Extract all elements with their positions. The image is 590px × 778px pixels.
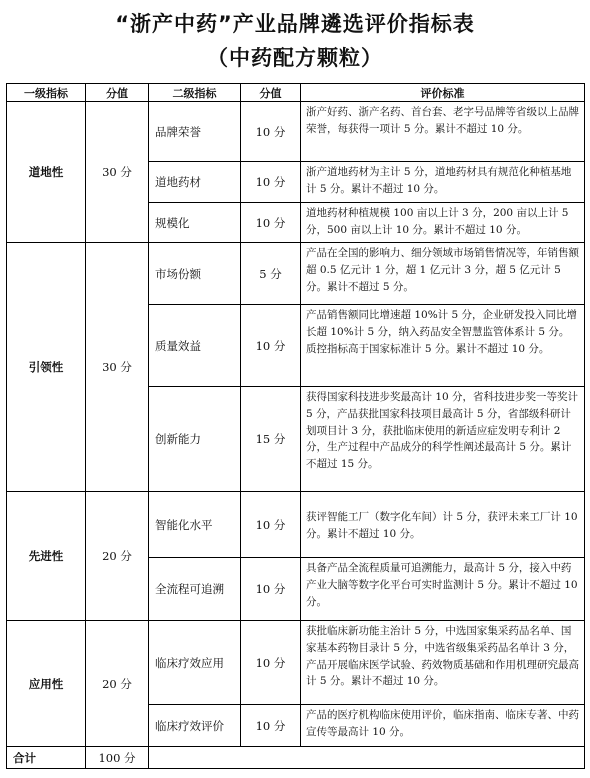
header-level2: 二级指标 xyxy=(149,84,241,102)
level1-score: 20 分 xyxy=(86,492,149,621)
level2-score: 10 分 xyxy=(241,621,301,705)
level2-name: 临床疗效评价 xyxy=(149,705,241,747)
level2-score: 10 分 xyxy=(241,705,301,747)
level2-name: 全流程可追溯 xyxy=(149,558,241,621)
level2-name: 智能化水平 xyxy=(149,492,241,558)
level1-name: 先进性 xyxy=(7,492,86,621)
level2-score: 10 分 xyxy=(241,305,301,387)
level1-score: 30 分 xyxy=(86,243,149,492)
table-header-row xyxy=(7,84,585,102)
table-row xyxy=(7,243,585,305)
total-score: 100 分 xyxy=(86,747,149,769)
level2-score: 10 分 xyxy=(241,558,301,621)
level1-name: 应用性 xyxy=(7,621,86,747)
level1-name: 道地性 xyxy=(7,102,86,243)
header-score1: 分值 xyxy=(86,84,149,102)
header-score2: 分值 xyxy=(241,84,301,102)
criteria-text: 获批临床新功能主治计 5 分，中选国家集采药品名单、国家基本药物目录计 5 分，中选省级集采药品名单计 3 分，产品开展临床医学试验、药效物质基础和作用机理研究最高计 5 分。累计不超过 10 分。 xyxy=(301,621,585,705)
level2-name: 临床疗效应用 xyxy=(149,621,241,705)
level2-score: 10 分 xyxy=(241,203,301,243)
criteria-text: 浙产好药、浙产名药、首台套、老字号品牌等省级以上品牌荣誉，每获得一项计 5 分。累计不超过 10 分。 xyxy=(301,102,585,162)
criteria-text: 产品销售额同比增速超 10%计 5 分，企业研发投入同比增长超 10%计 5 分，纳入药品安全智慧监管体系计 5 分。质控指标高于国家标准计 5 分。累计不超过 10 分。 xyxy=(301,305,585,387)
criteria-text: 道地药材种植规模 100 亩以上计 3 分，200 亩以上计 5 分，500 亩以上计 10 分。累计不超过 10 分。 xyxy=(301,203,585,243)
table-row xyxy=(7,492,585,558)
criteria-text: 浙产道地药材为主计 5 分，道地药材具有规范化种植基地计 5 分。累计不超过 10 分。 xyxy=(301,162,585,203)
level1-name: 引领性 xyxy=(7,243,86,492)
level2-score: 5 分 xyxy=(241,243,301,305)
level1-score: 30 分 xyxy=(86,102,149,243)
total-row xyxy=(7,747,585,769)
page-subtitle: （中药配方颗粒） xyxy=(207,46,383,70)
level2-name: 道地药材 xyxy=(149,162,241,203)
table-row xyxy=(7,621,585,705)
criteria-text: 获评智能工厂（数字化车间）计 5 分，获评未来工厂计 10 分。累计不超过 10 分。 xyxy=(301,492,585,558)
table-row xyxy=(7,102,585,162)
criteria-text: 产品的医疗机构临床使用评价，临床指南、临床专著、中药宣传等最高计 10 分。 xyxy=(301,705,585,747)
level1-score: 20 分 xyxy=(86,621,149,747)
evaluation-table xyxy=(6,83,585,769)
total-blank-cell xyxy=(149,747,585,769)
header-level1: 一级指标 xyxy=(7,84,86,102)
level2-score: 10 分 xyxy=(241,492,301,558)
criteria-text: 获得国家科技进步奖最高计 10 分，省科技进步奖一等奖计 5 分，产品获批国家科技项目最高计 5 分，省部级科研计划项目计 3 分，获批临床使用的新适应症发明专利计 2 分，生产过程中产品成分的科学性阐述最高计 5 分。累计不超过 15 分。 xyxy=(301,387,585,492)
level2-score: 10 分 xyxy=(241,162,301,203)
level2-name: 品牌荣誉 xyxy=(149,102,241,162)
level2-name: 创新能力 xyxy=(149,387,241,492)
page-title: “浙产中药”产业品牌遴选评价指标表 xyxy=(115,12,475,36)
total-label: 合计 xyxy=(7,747,86,769)
level2-score: 15 分 xyxy=(241,387,301,492)
level2-score: 10 分 xyxy=(241,102,301,162)
criteria-text: 具备产品全流程质量可追溯能力，最高计 5 分，接入中药产业大脑等数字化平台可实时监测计 5 分。累计不超过 10 分。 xyxy=(301,558,585,621)
level2-name: 质量效益 xyxy=(149,305,241,387)
criteria-text: 产品在全国的影响力、细分领域市场销售情况等，年销售额超 0.5 亿元计 1 分，超 1 亿元计 3 分，超 5 亿元计 5 分。累计不超过 5 分。 xyxy=(301,243,585,305)
level2-name: 市场份额 xyxy=(149,243,241,305)
level2-name: 规模化 xyxy=(149,203,241,243)
header-criteria: 评价标准 xyxy=(301,84,585,102)
